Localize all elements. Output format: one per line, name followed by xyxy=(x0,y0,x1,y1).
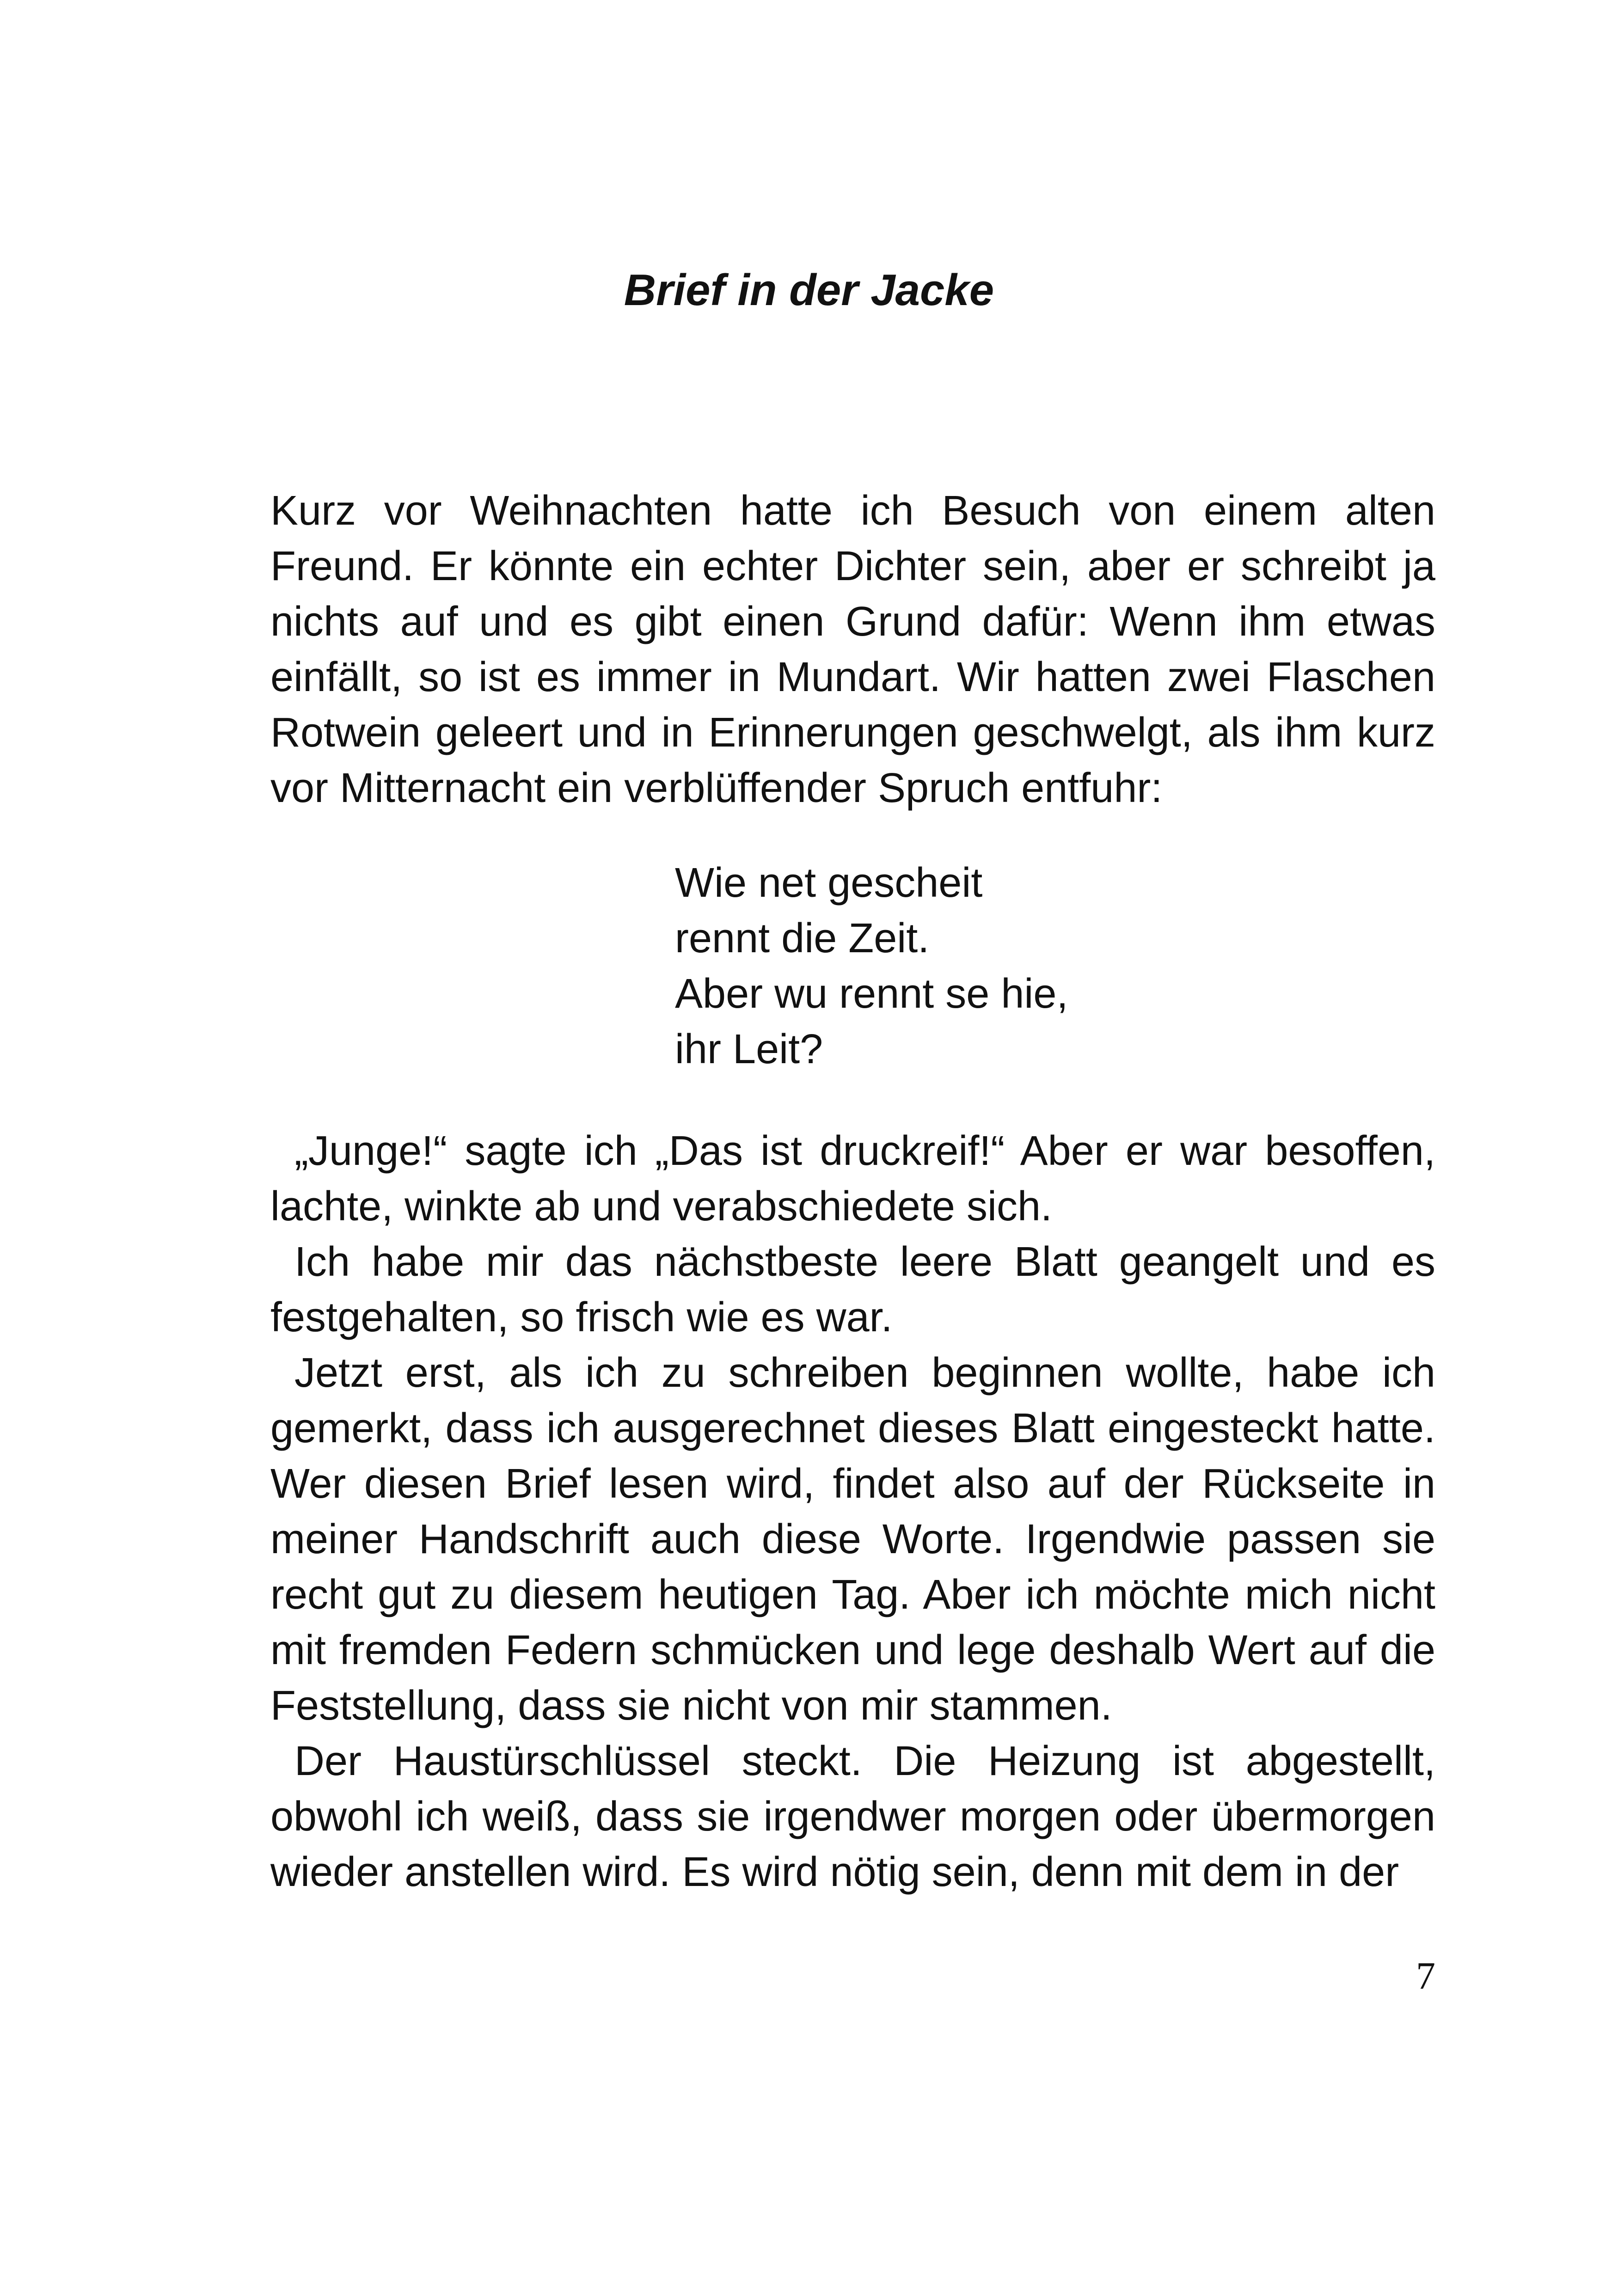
poem-line: Wie net gescheit xyxy=(675,860,983,906)
paragraph-junge: „Junge!“ sagte ich „Das ist druckreif!“ Aber er war besoffen, lachte, winkte ab und verabschiedete sich. xyxy=(270,1128,1435,1230)
poem-quote xyxy=(675,855,1435,1077)
paragraph-brief: Jetzt erst, als ich zu schreiben beginnen wollte, habe ich gemerkt, dass ich ausgerechnet dieses Blatt eingesteckt hatte. Wer diesen Brief lesen wird, findet also auf der Rückseite in meiner Handschrift auch diese Worte. Irgendwie passen sie recht gut zu diesem heutigen Tag. Aber ich möchte mich nicht mit fremden Federn schmücken und lege deshalb Wert auf die Feststellung, dass sie nicht von mir stammen. xyxy=(270,1350,1435,1729)
poem-line: Aber wu rennt se hie, xyxy=(675,971,1068,1017)
page-number: 7 xyxy=(1416,1954,1435,1997)
intro-paragraph: Kurz vor Weihnachten hatte ich Besuch von einem alten Freund. Er könnte ein echter Dichter sein, aber er schreibt ja nichts auf und es gibt einen Grund dafür: Wenn ihm etwas einfällt, so ist es immer in Mundart. Wir hatten zwei Flaschen Rotwein geleert und in Erinnerungen geschwelgt, als ihm kurz vor Mitternacht ein verblüffender Spruch entfuhr: xyxy=(270,488,1435,811)
chapter-title: Brief in der Jacke xyxy=(624,265,994,315)
poem-line: rennt die Zeit. xyxy=(675,915,930,961)
poem-line: ihr Leit? xyxy=(675,1026,823,1072)
body-text xyxy=(270,483,1435,1900)
paragraph-blatt: Ich habe mir das nächstbeste leere Blatt geangelt und es festgehalten, so frisch wie es war. xyxy=(270,1239,1435,1341)
paragraph-haustuer: Der Haustürschlüssel steckt. Die Heizung ist abgestellt, obwohl ich weiß, dass sie irgendwer morgen oder übermorgen wieder anstellen wird. Es wird nötig sein, denn mit dem in der xyxy=(270,1738,1435,1895)
